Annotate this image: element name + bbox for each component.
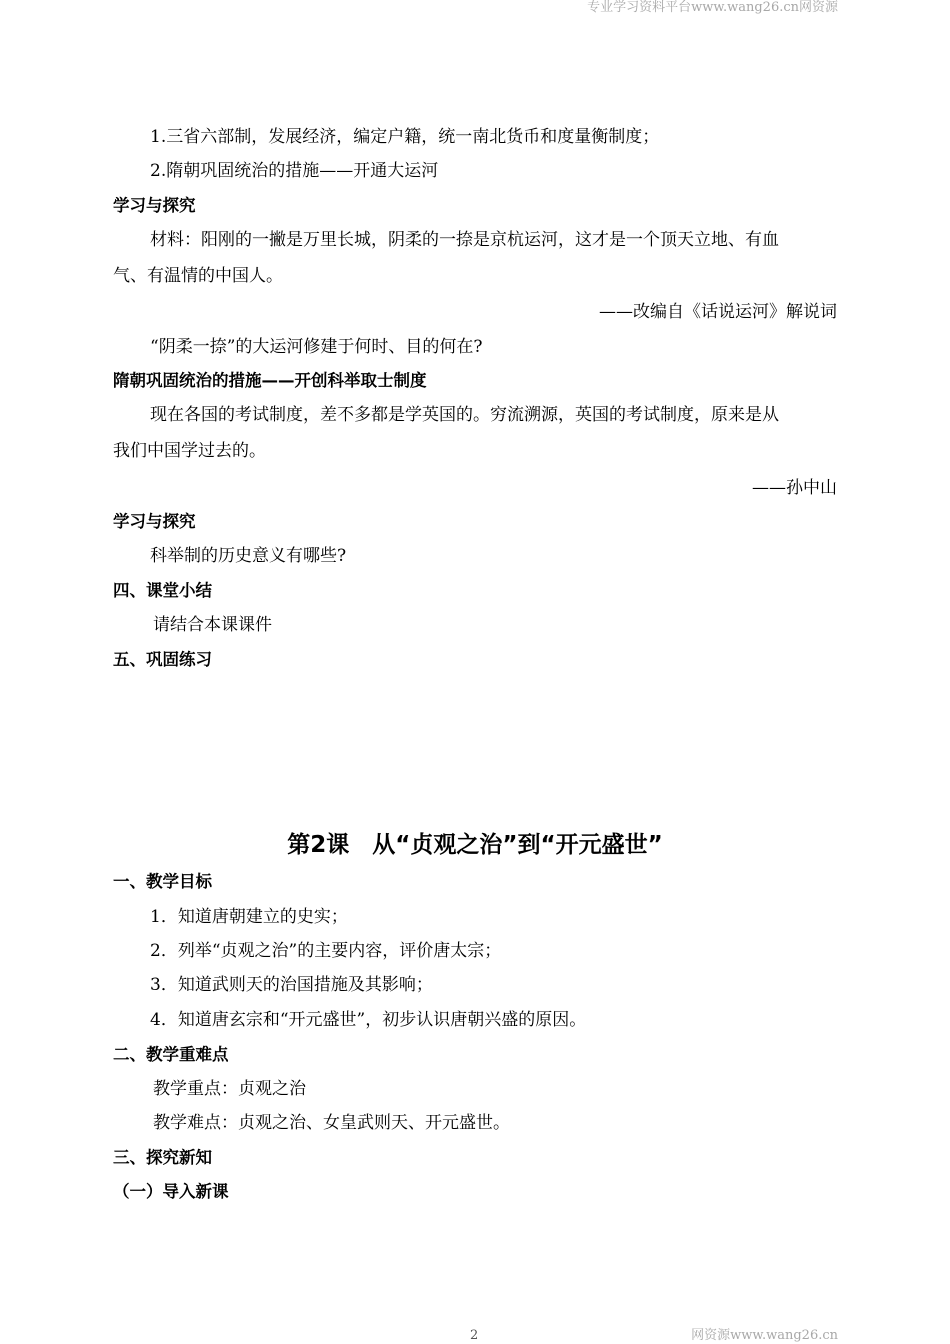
section-heading: 一、教学目标	[113, 872, 212, 891]
section-heading: 三、探究新知	[113, 1148, 212, 1167]
subsection-heading: （一）导入新课	[113, 1182, 229, 1201]
material-source: ——改编自《话说运河》解说词	[599, 302, 837, 322]
section-heading: 隋朝巩固统治的措施——开创科举取士制度	[113, 371, 427, 390]
goal-item: 2．列举“贞观之治”的主要内容，评价唐太宗；	[150, 941, 502, 961]
material-paragraph-line: 材料：阳刚的一撇是万里长城，阴柔的一捺是京杭运河，这才是一个顶天立地、有血	[150, 230, 779, 250]
section-heading: 学习与探究	[113, 196, 196, 215]
lesson-title: 第2课 从“贞观之治”到“开元盛世”	[287, 832, 663, 858]
difficult-point-text: 教学难点：贞观之治、女皇武则天、开元盛世。	[153, 1113, 510, 1133]
section-heading: 四、课堂小结	[113, 581, 212, 600]
section-heading: 学习与探究	[113, 512, 196, 531]
material-paragraph-line: 气、有温情的中国人。	[113, 266, 283, 286]
page-number: 2	[470, 1328, 479, 1343]
question-text: 科举制的历史意义有哪些?	[150, 546, 347, 566]
key-point-text: 教学重点：贞观之治	[153, 1079, 306, 1099]
list-item: 1.三省六部制，发展经济，编定户籍，统一南北货币和度量衡制度；	[150, 127, 660, 147]
question-text: “阴柔一捺”的大运河修建于何时、目的何在?	[150, 337, 483, 357]
quote-paragraph-line: 我们中国学过去的。	[113, 441, 266, 461]
section-heading: 五、巩固练习	[113, 650, 212, 669]
quote-source: ——孙中山	[752, 478, 837, 498]
quote-paragraph-line: 现在各国的考试制度，差不多都是学英国的。穷流溯源，英国的考试制度，原来是从	[150, 405, 779, 425]
goal-item: 3．知道武则天的治国措施及其影响；	[150, 975, 433, 995]
goal-item: 1．知道唐朝建立的史实；	[150, 907, 348, 927]
page-header-watermark: 专业学习资料平台www.wang26.cn网资源	[587, 0, 838, 15]
goal-item: 4．知道唐玄宗和“开元盛世”，初步认识唐朝兴盛的原因。	[150, 1010, 587, 1030]
section-heading: 二、教学重难点	[113, 1045, 229, 1064]
list-item: 2.隋朝巩固统治的措施——开通大运河	[150, 161, 439, 181]
summary-text: 请结合本课课件	[153, 615, 272, 635]
page-footer-watermark: 网资源www.wang26.cn	[691, 1328, 838, 1343]
